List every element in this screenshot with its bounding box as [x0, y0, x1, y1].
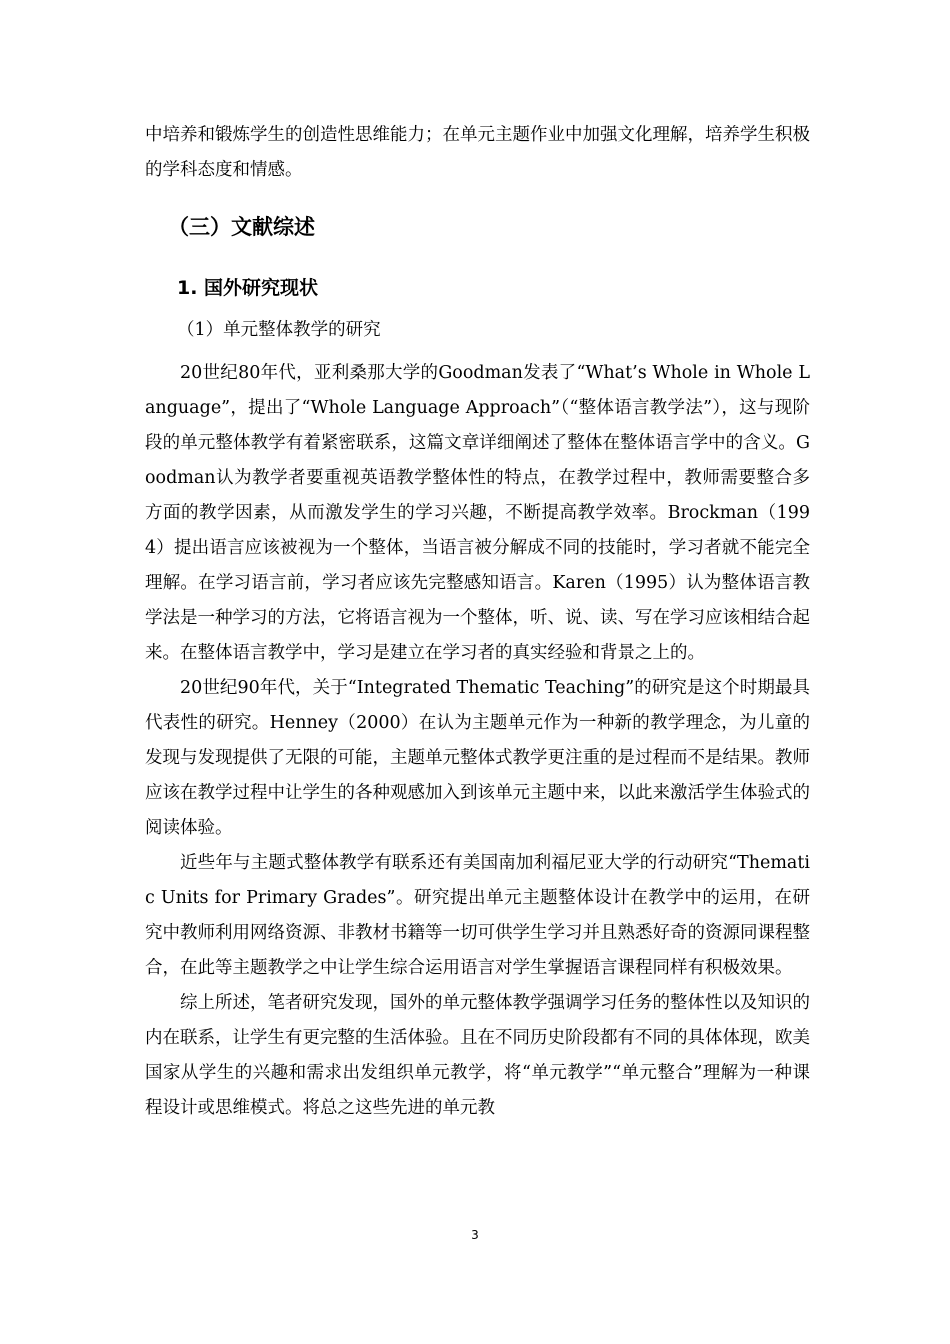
paragraph-thematic-units: 近些年与主题式整体教学有联系还有美国南加利福尼亚大学的行动研究“Thematic Units for Primary Grades”。研究提出单元主题整体设计在教学中的运用，在研究中教师利用网络资源、非教材书籍等一切可供学生学习并且熟悉好奇的资源同课程整合，在此等主题教学之中让学生综合运用语言对学生掌握语言课程同样有积极效果。	[145, 853, 810, 978]
intro-continuation: 中培养和锻炼学生的创造性思维能力；在单元主题作业中加强文化理解，培养学生积极的学科态度和情感。	[145, 125, 810, 180]
section-heading: （三）文献综述	[168, 215, 315, 239]
paragraph-whole-language: 20世纪80年代，亚利桑那大学的Goodman发表了“What’s Whole in Whole Language”，提出了“Whole Language Approach”（“整体语言教学法”），这与现阶段的单元整体教学有着紧密联系，这篇文章详细阐述了整体在整体语言学中的含义。Goodman认为教学者要重视英语教学整体性的特点，在教学过程中，教师需要整合多方面的教学因素，从而激发学生的学习兴趣，不断提高教学效率。Brockman（1994）提出语言应该被视为一个整体，当语言被分解成不同的技能时，学习者就不能完全理解。在学习语言前，学习者应该先完整感知语言。Karen（1995）认为整体语言教学法是一种学习的方法，它将语言视为一个整体，听、说、读、写在学习应该相结合起来。在整体语言教学中，学习是建立在学习者的真实经验和背景之上的。	[145, 363, 810, 663]
paragraph-summary: 综上所述，笔者研究发现，国外的单元整体教学强调学习任务的整体性以及知识的内在联系，让学生有更完整的生活体验。且在不同历史阶段都有不同的具体体现，欧美国家从学生的兴趣和需求出发组织单元教学，将“单元教学”“单元整合”理解为一种课程设计或思维模式。将总之这些先进的单元教	[145, 993, 810, 1118]
minor-heading: （1）单元整体教学的研究	[177, 320, 381, 340]
paragraph-integrated-thematic: 20世纪90年代，关于“Integrated Thematic Teaching”的研究是这个时期最具代表性的研究。Henney（2000）在认为主题单元作为一种新的教学理念，为儿童的发现与发现提供了无限的可能，主题单元整体式教学更注重的是过程而不是结果。教师应该在教学过程中让学生的各种观感加入到该单元主题中来，以此来激活学生体验式的阅读体验。	[145, 678, 810, 838]
page-number: 3	[471, 1228, 479, 1242]
document-body	[145, 118, 810, 1126]
subsection-heading: 1. 国外研究现状	[177, 277, 319, 299]
